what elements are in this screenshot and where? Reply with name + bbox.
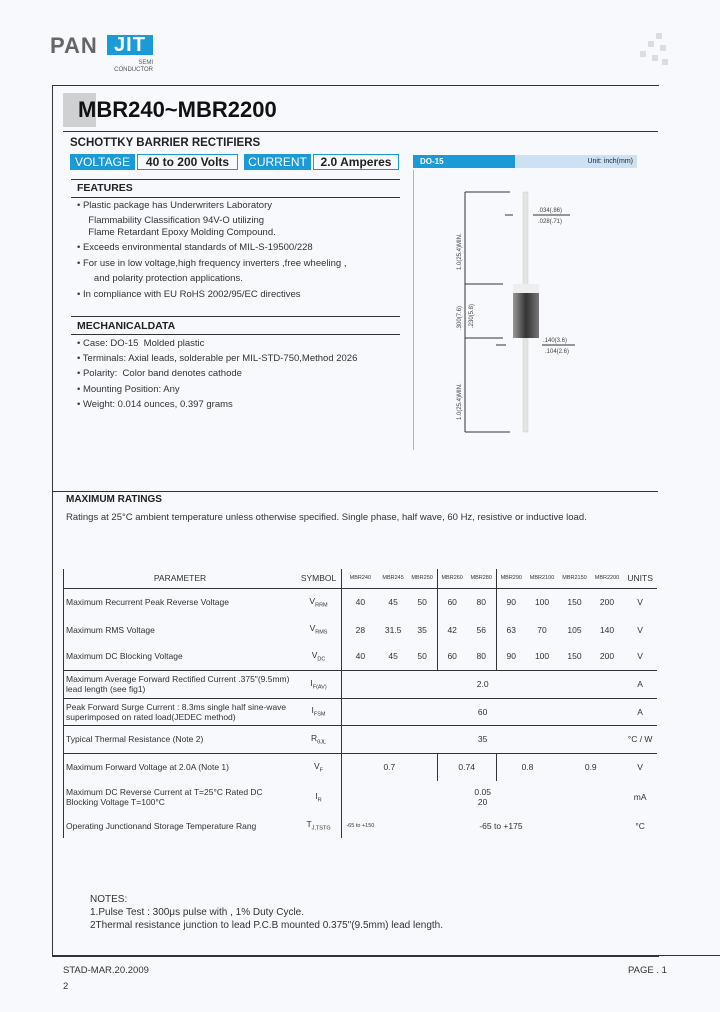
unit-cell: °C xyxy=(635,820,645,831)
parameter-cell: Maximum Forward Voltage at 2.0A (Note 1) xyxy=(64,753,297,781)
symbol-subscript: DC xyxy=(317,656,326,663)
value-cell: 200 xyxy=(591,588,623,616)
divider xyxy=(71,179,400,180)
package-outline-diagram xyxy=(413,170,663,450)
symbol-cell xyxy=(296,698,342,725)
header-part: MBR280 xyxy=(470,575,492,582)
ratings-description: Ratings at 25°C ambient temperature unless otherwise specified. Single phase, half wave, 60 Hz, resistive or inductive load. xyxy=(66,512,587,523)
table-row xyxy=(64,753,658,781)
value-cell: 0.7 xyxy=(342,753,438,781)
value-text: 0.05 xyxy=(474,787,491,797)
value-cell: 50 xyxy=(408,588,438,616)
value-cell xyxy=(342,781,624,813)
package-name: DO-15 xyxy=(413,155,515,168)
symbol-cell xyxy=(296,588,342,616)
value-cell: 31.5 xyxy=(384,624,402,635)
subtitle: SCHOTTKY BARRIER RECTIFIERS xyxy=(70,137,261,149)
feature-item: • For use in low voltage,high frequency inverters ,free wheeling , xyxy=(77,258,347,269)
value-cell: 60 xyxy=(342,698,624,725)
symbol-text: I xyxy=(310,677,313,688)
symbol-text: V xyxy=(309,623,316,634)
divider xyxy=(71,334,400,335)
divider xyxy=(71,316,400,317)
value-cell: 105 xyxy=(567,624,582,635)
divider xyxy=(71,197,400,198)
header-parameter: PARAMETER xyxy=(153,573,207,584)
value-text: 20 xyxy=(477,797,488,807)
feature-item: • Exceeds environmental standards of MIL-S-19500/228 xyxy=(77,242,313,253)
value-cell: 42 xyxy=(437,616,467,643)
symbol-subscript: FSM xyxy=(313,711,326,718)
header-part: MBR250 xyxy=(411,575,433,582)
note-item: 2Thermal resistance junction to lead P.C.B mounted 0.375"(9.5mm) lead length. xyxy=(90,920,444,931)
footer-number: 2 xyxy=(63,981,69,992)
footer-doc-id: STAD-MAR.20.2009 xyxy=(63,965,149,976)
features-heading: FEATURES xyxy=(77,182,133,194)
notes xyxy=(90,893,443,932)
divider xyxy=(52,491,658,492)
header-part: MBR2150 xyxy=(562,575,587,582)
page-title: MBR240~MBR2200 xyxy=(78,97,277,122)
mechanical-item: • Weight: 0.014 ounces, 0.397 grams xyxy=(77,399,233,410)
mechanical-heading: MECHANICALDATA xyxy=(77,320,176,332)
dim-lead-dia-min: .028(.71) xyxy=(538,219,563,225)
decorative-squares-icon xyxy=(636,33,670,67)
table-row xyxy=(64,670,658,698)
parameter-cell: Maximum DC Blocking Voltage xyxy=(66,651,183,662)
symbol-cell xyxy=(296,643,342,670)
parameter-cell: Maximum Recurrent Peak Reverse Voltage xyxy=(64,588,297,616)
table-row xyxy=(64,813,658,838)
symbol-text: I xyxy=(311,705,314,716)
table-row xyxy=(64,616,658,643)
table-row xyxy=(64,725,658,753)
symbol-cell xyxy=(296,781,342,813)
unit-cell: mA xyxy=(633,792,647,802)
logo-sub-semi: SEMI xyxy=(138,60,153,66)
voltage-label: VOLTAGE xyxy=(70,154,135,170)
unit-cell: V xyxy=(637,624,643,635)
unit-cell: V xyxy=(623,753,657,781)
value-cell: 40 xyxy=(342,643,379,670)
divider xyxy=(63,131,658,132)
symbol-subscript: θJL xyxy=(317,739,327,746)
parameter-cell: Maximum RMS Voltage xyxy=(66,624,155,635)
mechanical-item: • Mounting Position: Any xyxy=(77,384,180,395)
voltage-value: 40 to 200 Volts xyxy=(137,154,238,170)
header-units: UNITS xyxy=(627,573,653,584)
dim-lead-dia-max: .034(.86) xyxy=(538,208,563,214)
dim-body-dia-min: .104(2.6) xyxy=(545,349,570,355)
value-cell: -65 to +150 xyxy=(342,813,379,838)
value-cell: -65 to +175 xyxy=(479,820,523,831)
header-part: MBR240 xyxy=(342,569,379,588)
feature-item: • In compliance with EU RoHS 2002/95/EC directives xyxy=(77,289,301,300)
value-cell: 80 xyxy=(476,651,486,662)
ratings-heading: MAXIMUM RATINGS xyxy=(66,494,162,505)
value-cell: 60 xyxy=(437,588,467,616)
value-cell: 0.74 xyxy=(437,753,496,781)
table-row xyxy=(64,698,658,725)
symbol-text: T xyxy=(306,819,312,830)
table-row xyxy=(64,781,658,813)
dim-body-dia-max: .140(3.6) xyxy=(543,338,568,344)
header-part: MBR260 xyxy=(437,569,467,588)
dim-lead-bottom: 1.0(25.4)MIN. xyxy=(457,383,463,420)
symbol-cell xyxy=(296,725,342,753)
value-cell: 90 xyxy=(496,588,526,616)
symbol-text: V xyxy=(309,595,316,606)
feature-item: • Plastic package has Underwriters Laboratory xyxy=(77,200,273,211)
symbol-subscript: RMS xyxy=(315,629,328,636)
value-cell: 70 xyxy=(537,624,547,635)
table-header-row xyxy=(64,569,658,588)
notes-heading: NOTES: xyxy=(90,894,128,905)
symbol-subscript: F xyxy=(319,767,324,774)
value-cell: 56 xyxy=(476,624,486,635)
current-label: CURRENT xyxy=(244,154,311,170)
package-unit: Unit: inch(mm) xyxy=(515,155,637,168)
value-cell: 200 xyxy=(599,651,615,662)
dim-body-len-min: .230(5.8) xyxy=(469,303,475,328)
symbol-text: I xyxy=(315,790,318,801)
value-cell: 2.0 xyxy=(342,670,624,698)
symbol-subscript: J,TSTG xyxy=(311,825,331,832)
parameter-cell: Maximum Average Forward Rectified Current .375"(9.5mm) lead length (see fig1) xyxy=(64,670,297,698)
symbol-cell xyxy=(296,616,342,643)
symbol-subscript: R xyxy=(317,797,322,804)
dim-lead-top: 1.0(25.4)MIN. xyxy=(457,233,463,270)
parameter-cell: Typical Thermal Resistance (Note 2) xyxy=(64,725,297,753)
logo-jit: JIT xyxy=(107,35,153,55)
logo-sub-conductor: CONDUCTOR xyxy=(114,67,153,73)
feature-item: and polarity protection applications. xyxy=(86,273,243,284)
header-part: MBR290 xyxy=(496,569,526,588)
value-cell: 140 xyxy=(599,624,615,635)
parameter-cell: Maximum DC Reverse Current at T=25°C Rated DC Blocking Voltage T=100°C xyxy=(66,787,263,807)
mechanical-item: • Terminals: Axial leads, solderable per MIL-STD-750,Method 2026 xyxy=(77,353,358,364)
feature-item: Flammability Classification 94V-O utilizing xyxy=(83,215,265,226)
dim-body-len-max: .300(7.6) xyxy=(457,305,463,330)
divider xyxy=(52,955,720,956)
unit-cell: A xyxy=(623,670,657,698)
value-cell: 50 xyxy=(417,651,427,662)
current-value: 2.0 Amperes xyxy=(313,154,399,170)
value-cell: 40 xyxy=(342,588,379,616)
symbol-subscript: RRM xyxy=(315,602,328,609)
value-cell: 80 xyxy=(467,588,497,616)
table-row xyxy=(64,588,658,616)
value-cell: 150 xyxy=(567,651,582,662)
value-cell: 0.8 xyxy=(496,753,558,781)
value-cell: 45 xyxy=(388,651,398,662)
logo-pan: PAN xyxy=(50,33,98,58)
ratings-table xyxy=(63,569,657,838)
feature-item: Flame Retardant Epoxy Molding Compound. xyxy=(83,227,276,238)
symbol-subscript: F(AV) xyxy=(312,684,327,691)
value-cell: 28 xyxy=(342,616,379,643)
parameter-cell: Operating Junctionand Storage Temperature Rang xyxy=(66,820,257,831)
header-part: MBR2200 xyxy=(594,575,620,582)
value-cell: 60 xyxy=(437,643,467,670)
value-cell: 150 xyxy=(558,588,590,616)
value-cell: 100 xyxy=(534,651,550,662)
mechanical-item: • Polarity: Color band denotes cathode xyxy=(77,368,242,379)
value-cell: 0.9 xyxy=(558,753,623,781)
symbol-text: R xyxy=(311,732,318,743)
unit-cell: A xyxy=(623,698,657,725)
value-cell: 100 xyxy=(526,588,558,616)
value-cell: 63 xyxy=(496,616,526,643)
note-item: 1.Pulse Test : 300μs pulse with , 1% Duty Cycle. xyxy=(90,907,305,918)
symbol-cell xyxy=(296,670,342,698)
unit-cell: V xyxy=(623,588,657,616)
value-cell: 35 xyxy=(342,725,624,753)
value-cell: 45 xyxy=(379,588,408,616)
parameter-cell: Peak Forward Surge Current : 8.3ms single half sine-wave superimposed on rated load(JEDEC method) xyxy=(64,698,297,725)
value-cell: 35 xyxy=(417,624,427,635)
table-row xyxy=(64,643,658,670)
header-part: MBR245 xyxy=(382,575,404,582)
symbol-cell xyxy=(296,813,342,838)
unit-cell: V xyxy=(637,651,643,662)
header-part: MBR2100 xyxy=(529,575,555,582)
symbol-text: V xyxy=(311,649,318,660)
mechanical-item: • Case: DO-15 Molded plastic xyxy=(77,338,205,349)
symbol-text: V xyxy=(314,760,320,771)
footer-page: PAGE . 1 xyxy=(628,965,667,976)
header-symbol: SYMBOL xyxy=(300,573,337,584)
symbol-cell xyxy=(296,753,342,781)
value-cell: 90 xyxy=(496,643,526,670)
unit-cell: °C / W xyxy=(623,725,657,753)
